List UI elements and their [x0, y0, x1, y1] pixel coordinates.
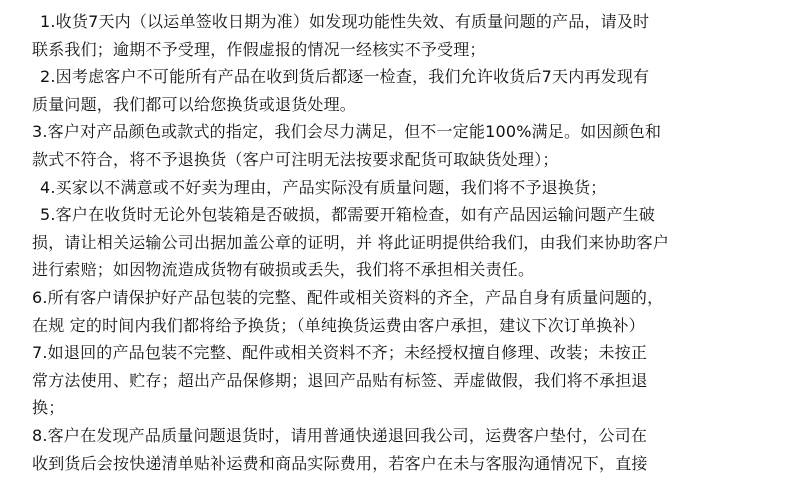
policy-item-3-line-1: 3.客户对产品颜色或款式的指定，我们会尽力满足，但不一定能100%满足。如因颜色和: [32, 122, 662, 142]
policy-item-5-line-2: 损，请让相关运输公司出据加盖公章的证明，并 将此证明提供给我们，由我们来协助客户: [32, 232, 670, 252]
policy-item-4-line-1: 4.买家以不满意或不好卖为理由，产品实际没有质量问题，我们将不予退换货；: [40, 177, 607, 197]
policy-item-1-line-2: 联系我们；逾期不予受理，作假虚报的情况一经核实不予受理；: [32, 39, 486, 59]
policy-item-5-line-1: 5.客户在收货时无论外包装箱是否破损，都需要开箱检查，如有产品因运输问题产生破: [40, 205, 656, 225]
policy-item-2-line-1: 2.因考虑客户不可能所有产品在收到货后都逐一检查，我们允许收货后7天内再发现有: [40, 67, 650, 87]
policy-item-2-line-2: 质量问题，我们都可以给您换货或退货处理。: [32, 94, 357, 114]
policy-item-7-line-3: 换；: [32, 398, 65, 418]
policy-item-3-line-2: 款式不符合，将不予退换货（客户可注明无法按要求配货可取缺货处理）；: [32, 149, 559, 169]
policy-item-1-line-1: 1.收货7天内（以运单签收日期为准）如发现功能性失效、有质量问题的产品，请及时: [40, 12, 650, 31]
policy-item-7-line-1: 7.如退回的产品包装不完整、配件或相关资料不齐；未经授权擅自修理、改装；未按正: [32, 343, 648, 363]
policy-item-8-line-1: 8.客户在发现产品质量问题退货时，请用普通快递退回我公司，运费客户垫付，公司在: [32, 425, 648, 445]
policy-item-7-line-2: 常方法使用、贮存；超出产品保修期；退回产品贴有标签、弄虚做假，我们将不承担退: [32, 370, 648, 390]
policy-item-8-line-2: 收到货后会按快递清单贴补运费和商品实际费用，若客户在未与客服沟通情况下，直接: [32, 453, 648, 473]
policy-item-5-line-3: 进行索赔；如因物流造成货物有破损或丢失，我们将不承担相关责任。: [32, 260, 535, 280]
policy-item-6-line-2: 在规 定的时间内我们都将给予换货；（单纯换货运费由客户承担，建议下次订单换补）: [32, 315, 645, 335]
policy-item-6-line-1: 6.所有客户请保护好产品包装的完整、配件或相关资料的齐全，产品自身有质量问题的，: [32, 287, 664, 307]
